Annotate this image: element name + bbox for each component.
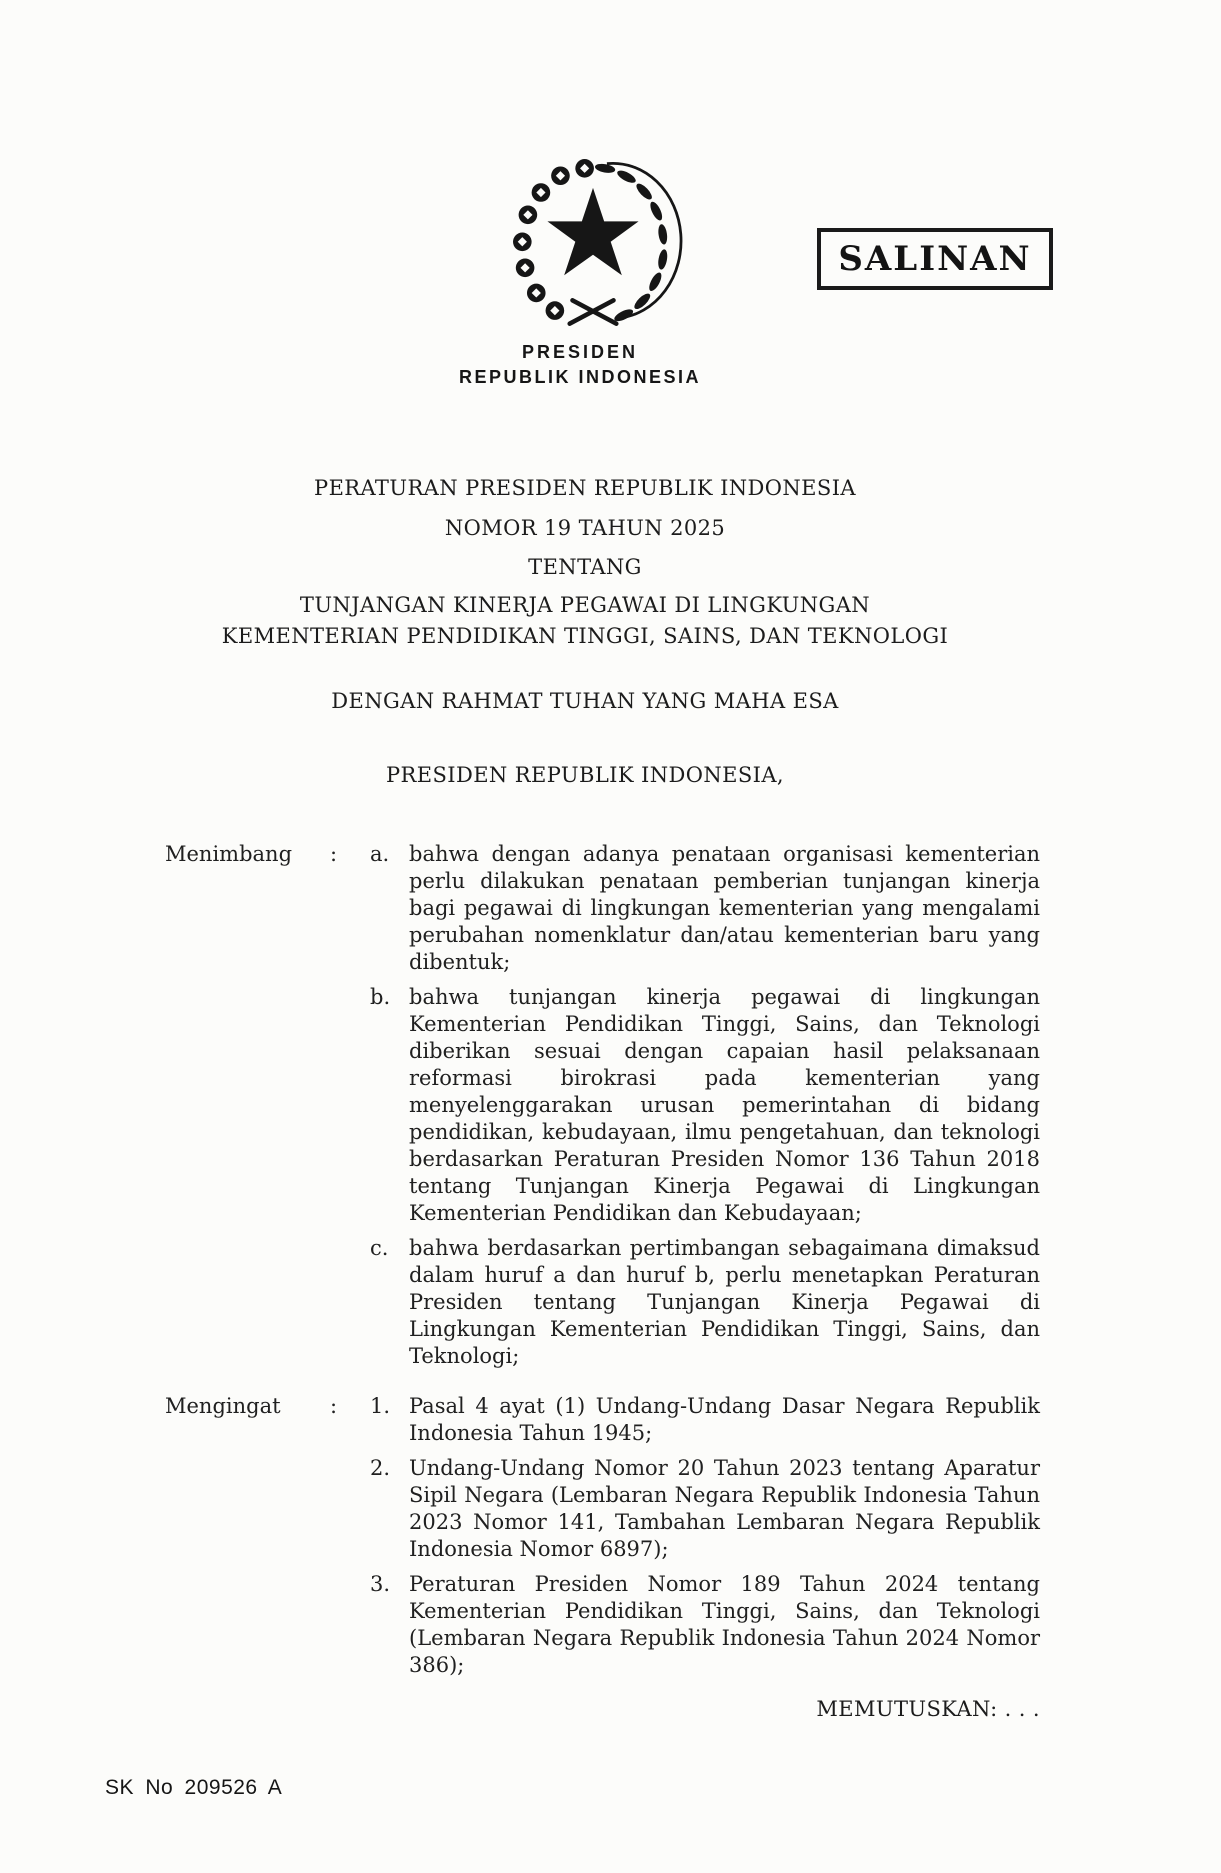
letterhead-presiden: PRESIDEN xyxy=(521,342,639,362)
item-text: Undang-Undang Nomor 20 Tahun 2023 tentang Aparatur Sipil Negara (Lembaran Negara Republik Indonesia Tahun 2023 Nomor 141, Tambahan Lembaran Negara Republik Indonesia Nomor 6897); xyxy=(409,1456,1040,1561)
recalling-item xyxy=(165,1571,1040,1679)
letterhead xyxy=(330,341,830,388)
recalling-item xyxy=(165,1455,1040,1563)
recalling-section xyxy=(165,1393,1040,1679)
presidential-seal-icon xyxy=(500,148,686,330)
item-text: Peraturan Presiden Nomor 189 Tahun 2024 tentang Kementerian Pendidikan Tinggi, Sains, dan Teknologi (Lembaran Negara Republik Indonesia Tahun 2024 Nomor 386); xyxy=(409,1572,1040,1677)
item-marker: 3. xyxy=(370,1572,391,1596)
section-label: Mengingat xyxy=(165,1394,281,1418)
decision-line: MEMUTUSKAN: . . . xyxy=(816,1697,1040,1721)
considering-section xyxy=(165,841,1040,1370)
section-label: Menimbang xyxy=(165,842,293,866)
item-text: bahwa dengan adanya penataan organisasi kementerian perlu dilakukan penataan pemberian tunjangan kinerja bagi pegawai di lingkungan kementerian yang mengalami perubahan nomenklatur dan/atau kementerian baru yang dibentuk; xyxy=(409,842,1040,974)
item-marker: b. xyxy=(370,985,391,1009)
considering-item xyxy=(165,1235,1040,1370)
doc-code: SK No 209526 A xyxy=(105,1776,283,1799)
salinan-stamp: SALINAN xyxy=(817,228,1053,290)
considering-item xyxy=(165,841,1040,976)
subject-line-1: TUNJANGAN KINERJA PEGAWAI DI LINGKUNGAN xyxy=(299,593,871,617)
tentang-label: TENTANG xyxy=(528,555,642,579)
item-marker: a. xyxy=(370,842,390,866)
considering-item xyxy=(165,984,1040,1227)
doc-title: PERATURAN PRESIDEN REPUBLIK INDONESIA xyxy=(314,476,856,500)
authority-line: PRESIDEN REPUBLIK INDONESIA, xyxy=(386,763,784,787)
recalling-item xyxy=(165,1393,1040,1447)
colon-separator: : xyxy=(330,1394,338,1418)
item-text: Pasal 4 ayat (1) Undang-Undang Dasar Negara Republik Indonesia Tahun 1945; xyxy=(409,1394,1040,1445)
letterhead-republik-indonesia: REPUBLIK INDONESIA xyxy=(458,367,701,387)
item-text: bahwa berdasarkan pertimbangan sebagaimana dimaksud dalam huruf a dan huruf b, perlu menetapkan Peraturan Presiden tentang Tunjangan Kinerja Pegawai di Lingkungan Kementerian Pendidikan Tinggi, Sains, dan Teknologi; xyxy=(409,1236,1040,1368)
subject-line-2: KEMENTERIAN PENDIDIKAN TINGGI, SAINS, DAN TEKNOLOGI xyxy=(221,624,949,648)
invocation-line: DENGAN RAHMAT TUHAN YANG MAHA ESA xyxy=(331,689,839,713)
wreath-crossed-stems xyxy=(570,300,617,323)
item-marker: 1. xyxy=(370,1394,391,1418)
item-text: bahwa tunjangan kinerja pegawai di lingkungan Kementerian Pendidikan Tinggi, Sains, dan Teknologi diberikan sesuai dengan capaian hasil pelaksanaan reformasi birokrasi pada kementerian yang menyelenggarakan urusan pemerintahan di bidang pendidikan, kebudayaan, ilmu pengetahuan, dan teknologi berdasarkan Peraturan Presiden Nomor 136 Tahun 2018 tentang Tunjangan Kinerja Pegawai di Lingkungan Kementerian Pendidikan dan Kebudayaan; xyxy=(409,985,1040,1225)
doc-number: NOMOR 19 TAHUN 2025 xyxy=(444,516,726,540)
item-marker: c. xyxy=(370,1236,389,1260)
item-marker: 2. xyxy=(370,1456,391,1480)
colon-separator: : xyxy=(330,842,338,866)
star-shape xyxy=(547,188,638,275)
